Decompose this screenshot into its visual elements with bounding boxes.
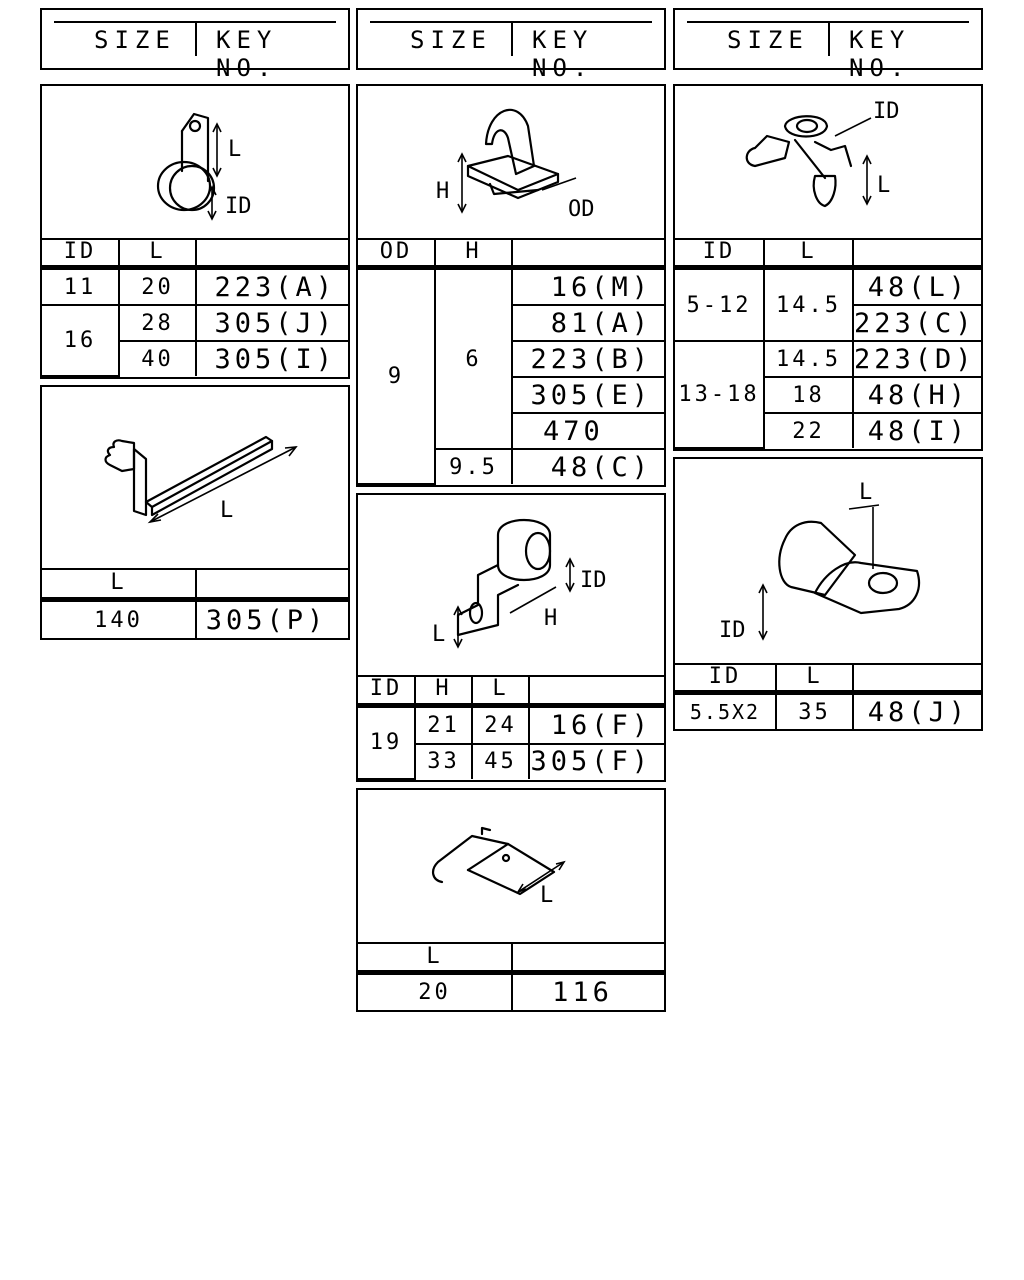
col-l: L <box>358 942 512 973</box>
cell-key[interactable]: 48(L) <box>853 268 981 306</box>
cell-key[interactable]: 116 <box>512 973 664 1010</box>
cell-id: 16 <box>42 305 119 376</box>
col-key <box>196 568 348 600</box>
dim-id-label: ID <box>873 99 900 124</box>
col-id: ID <box>42 238 119 268</box>
cell-key[interactable]: 16(F) <box>529 705 664 743</box>
cell-h: 21 <box>415 705 472 743</box>
cell-key[interactable]: 223(A) <box>196 268 348 305</box>
dim-od-label: OD <box>568 197 595 222</box>
cell-key[interactable]: 223(D) <box>853 341 981 377</box>
clamp-a-panel <box>40 84 350 379</box>
dim-l-label: L <box>220 498 234 523</box>
cell-l: 35 <box>776 693 853 729</box>
header-key-label: KEY NO. <box>849 26 911 82</box>
cell-key[interactable]: 81(A) <box>512 305 664 341</box>
cell-key[interactable]: 470 <box>512 413 664 449</box>
cell-key[interactable]: 48(C) <box>512 449 664 484</box>
cell-l: 22 <box>764 413 853 448</box>
cell-h: 6 <box>435 268 512 449</box>
cell-key[interactable]: 16(M) <box>512 268 664 306</box>
col-h: H <box>415 675 472 705</box>
clamp-g-panel <box>673 457 983 731</box>
dim-id-label: ID <box>580 568 607 593</box>
cell-key[interactable]: 48(I) <box>853 413 981 448</box>
header-key-label: KEY NO. <box>532 26 594 82</box>
dim-l-label: L <box>877 173 891 198</box>
cell-l: 20 <box>358 973 512 1010</box>
clamp-f-diagram <box>675 86 981 240</box>
cell-key[interactable]: 305(I) <box>196 341 348 376</box>
col-l: L <box>42 568 196 600</box>
col-id: ID <box>675 663 776 693</box>
cell-key[interactable]: 48(H) <box>853 377 981 413</box>
col-key <box>853 663 981 693</box>
cell-l: 18 <box>764 377 853 413</box>
col-l: L <box>776 663 853 693</box>
header-col-2 <box>356 8 666 82</box>
cell-key[interactable]: 48(J) <box>853 693 981 729</box>
cell-id: 19 <box>358 705 415 779</box>
dim-id-label: ID <box>225 194 252 219</box>
clamp-c-diagram <box>358 86 664 240</box>
header-size-label: SIZE <box>410 26 492 54</box>
cell-id: 5-12 <box>675 268 764 341</box>
dim-id-label: ID <box>719 618 746 643</box>
cell-key[interactable]: 223(B) <box>512 341 664 377</box>
dim-h-label: H <box>436 179 450 204</box>
clamp-e-diagram <box>358 790 664 944</box>
cell-h: 9.5 <box>435 449 512 484</box>
col-key <box>529 675 664 705</box>
cell-l: 45 <box>472 744 529 779</box>
cell-id: 5.5X2 <box>675 693 776 729</box>
cell-id: 11 <box>42 268 119 305</box>
cell-key[interactable]: 305(F) <box>529 744 664 779</box>
cell-key[interactable]: 305(P) <box>196 600 348 638</box>
cell-od: 9 <box>358 268 435 484</box>
cell-id: 13-18 <box>675 341 764 448</box>
cell-key[interactable]: 223(C) <box>853 305 981 341</box>
cell-l: 24 <box>472 705 529 743</box>
col-h: H <box>435 238 512 268</box>
header-size-label: SIZE <box>94 26 176 54</box>
col-id: ID <box>675 238 764 268</box>
cell-l: 28 <box>119 305 196 341</box>
clamp-f-panel <box>673 84 983 451</box>
cell-l: 20 <box>119 268 196 305</box>
col-l: L <box>119 238 196 268</box>
cell-l: 14.5 <box>764 268 853 341</box>
header-size-label: SIZE <box>727 26 809 54</box>
clamp-b-panel <box>40 385 350 640</box>
col-l: L <box>764 238 853 268</box>
header-col-1 <box>40 8 350 82</box>
cell-l: 14.5 <box>764 341 853 377</box>
clamp-d-diagram <box>358 495 664 677</box>
col-id: ID <box>358 675 415 705</box>
cell-h: 33 <box>415 744 472 779</box>
header-key-label: KEY NO. <box>216 26 278 82</box>
col-key <box>512 238 664 268</box>
col-key <box>853 238 981 268</box>
clamp-c-panel <box>356 84 666 487</box>
header-col-3 <box>673 8 983 82</box>
col-l: L <box>472 675 529 705</box>
col-key <box>512 942 664 973</box>
dim-l-label: L <box>228 137 242 162</box>
clamp-e-panel <box>356 788 666 1012</box>
dim-l-label: L <box>432 622 446 647</box>
clamp-b-diagram <box>42 387 348 570</box>
dim-h-label: H <box>544 606 558 631</box>
dim-l-label: L <box>859 480 873 505</box>
col-od: OD <box>358 238 435 268</box>
cell-key[interactable]: 305(E) <box>512 377 664 413</box>
cell-l: 40 <box>119 341 196 376</box>
dim-l-label: L <box>540 883 554 908</box>
cell-key[interactable]: 305(J) <box>196 305 348 341</box>
clamp-d-panel <box>356 493 666 782</box>
col-key <box>196 238 348 268</box>
cell-l: 140 <box>42 600 196 638</box>
clamp-g-diagram <box>675 459 981 665</box>
clamp-a-diagram <box>42 86 348 240</box>
